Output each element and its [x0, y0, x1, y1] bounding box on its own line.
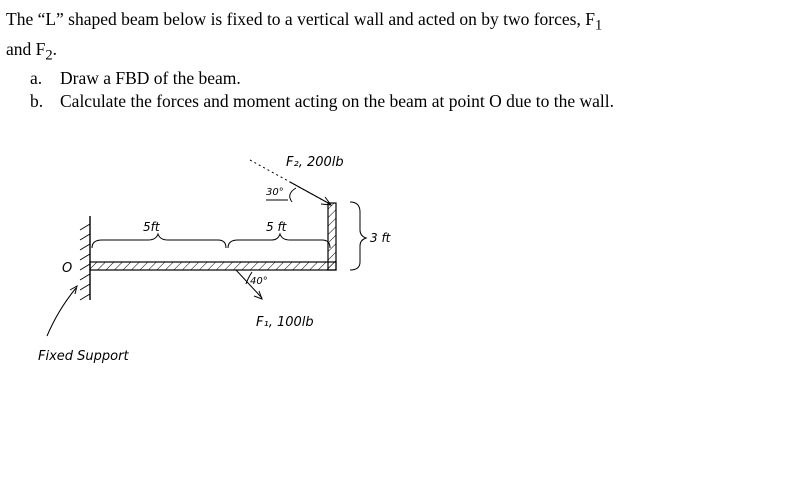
dimension-label-right: 5 ft: [266, 220, 287, 234]
force-f1-angle-label: 40°: [250, 276, 268, 287]
question-list: [6, 67, 781, 113]
wall: [80, 216, 90, 300]
question-a: [6, 67, 781, 90]
l-beam: [90, 203, 336, 270]
beam-diagram: [0, 138, 440, 378]
fixed-support-label: Fixed Support: [38, 349, 129, 364]
dimension-brace-vertical: [350, 202, 366, 270]
dimension-brace-left: [92, 234, 226, 248]
intro-line-1: The “L” shaped beam below is fixed to a vertical wall and acted on by two forces, $F_1$: [6, 9, 603, 34]
point-o-label: O: [62, 261, 73, 276]
subscript-2: 2: [45, 47, 53, 63]
force-f2-label: F₂, 200lb: [286, 155, 344, 170]
question-b-text: Calculate the forces and moment acting on the beam at point O due to the wall.: [60, 91, 614, 111]
question-a-marker: a.: [30, 68, 43, 88]
problem-statement: [6, 8, 781, 113]
question-a-text: Draw a FBD of the beam.: [60, 68, 241, 88]
force-f2-angle-label: 30°: [266, 187, 284, 198]
question-b-marker: b.: [30, 91, 44, 111]
dimension-label-left: 5ft: [143, 220, 160, 234]
intro-line-2: and $F_2$.: [6, 38, 58, 63]
dimension-brace-right: [228, 234, 330, 248]
support-pointer-arrow: [47, 286, 77, 336]
dimension-label-vertical: 3 ft: [370, 231, 391, 245]
force-f1-label: F₁, 100lb: [256, 315, 314, 330]
question-b: [6, 90, 781, 113]
subscript-1: 1: [594, 17, 603, 34]
